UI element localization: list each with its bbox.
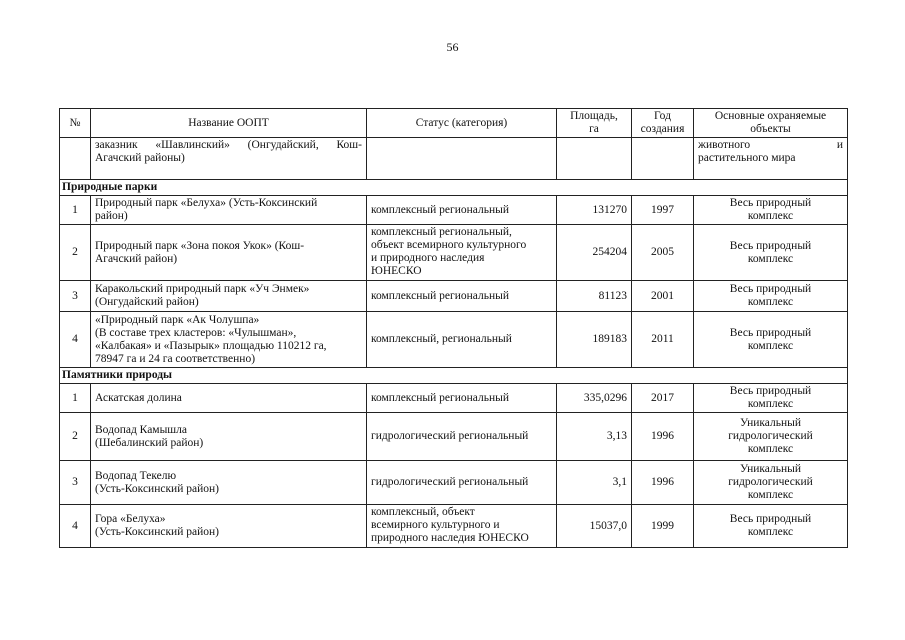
row-name-line: Агачский район) (95, 252, 178, 265)
row-name-line: Природный парк «Белуха» (Усть-Коксинский (95, 197, 318, 209)
row-objects-cell (694, 461, 848, 505)
row-name-line: Каракольский природный парк «Уч Энмек» (95, 283, 310, 295)
header-year-line2: создания (640, 123, 685, 135)
row-year-cell: 2011 (632, 312, 694, 368)
row-status-cell (367, 413, 557, 461)
row-area-cell: 254204 (557, 225, 632, 281)
header-row (60, 109, 848, 138)
row-objects-line: Весь природный (729, 283, 812, 295)
row-objects-line: гидрологический (728, 430, 813, 442)
row-objects-line: Весь природный (729, 239, 812, 252)
row-name-line: Природный парк «Зона покоя Укок» (Кош- (95, 239, 305, 252)
row-status-line: комплексный региональный (371, 289, 509, 302)
row-objects-cell (694, 413, 848, 461)
row-name-line: (Шебалинский район) (95, 436, 204, 449)
section-row (60, 368, 848, 384)
section-title: Природные парки (60, 180, 848, 196)
table-row (60, 413, 848, 461)
row-name-line: «Калбакая» и «Пазырык» площадью 110212 га, (95, 339, 327, 352)
row-status-line: комплексный региональный (371, 203, 509, 216)
row-name-cell (91, 281, 367, 312)
row-number-cell: 4 (60, 505, 91, 548)
row-status-line: комплексный, региональный (371, 333, 512, 345)
row-objects-line: Весь природный (729, 385, 812, 397)
continuation-name-line2: Агачский районы) (95, 152, 185, 164)
row-name-cell (91, 413, 367, 461)
row-objects-line: Уникальный (739, 417, 802, 429)
row-objects-line: комплекс (747, 443, 794, 455)
row-number-cell: 1 (60, 196, 91, 225)
row-status-line: гидрологический региональный (371, 430, 529, 442)
row-objects-line: комплекс (747, 296, 794, 308)
section-title: Памятники природы (60, 368, 848, 384)
row-objects-cell (694, 225, 848, 281)
header-area (557, 109, 632, 138)
header-num: № (60, 109, 91, 138)
row-status-line: ЮНЕСКО (371, 265, 422, 277)
row-name-line: Водопад Камышла (95, 423, 187, 436)
row-status-line: комплексный, объект (371, 506, 475, 518)
header-name: Название ООПТ (91, 109, 367, 138)
protected-areas-table (59, 108, 848, 548)
row-objects-cell (694, 384, 848, 413)
continuation-name-cell (91, 138, 367, 180)
continuation-objects-line2: растительного мира (698, 152, 796, 164)
row-objects-line: комплекс (747, 252, 794, 265)
row-objects-cell (694, 312, 848, 368)
row-objects-cell (694, 281, 848, 312)
row-name-line: 78947 га и 24 га соответственно) (95, 352, 256, 365)
row-status-cell (367, 461, 557, 505)
row-objects-line: Весь природный (729, 513, 812, 525)
row-objects-line: гидрологический (728, 476, 813, 488)
table-row (60, 281, 848, 312)
row-number-cell: 2 (60, 413, 91, 461)
row-name-cell (91, 461, 367, 505)
table-cell (60, 138, 91, 180)
row-status-cell (367, 225, 557, 281)
row-status-line: природного наследия ЮНЕСКО (371, 532, 529, 544)
row-objects-line: Уникальный (739, 463, 802, 475)
row-status-line: и природного наследия (371, 252, 485, 264)
table-cell (632, 138, 694, 180)
row-objects-cell (694, 196, 848, 225)
row-name-line: «Природный парк «Ак Чолушпа» (95, 313, 260, 326)
row-year-cell: 2001 (632, 281, 694, 312)
row-status-cell (367, 505, 557, 548)
header-status: Статус (категория) (367, 109, 557, 138)
row-objects-line: комплекс (747, 339, 794, 352)
row-name-line: Гора «Белуха» (95, 513, 166, 525)
continuation-row (60, 138, 848, 180)
row-number-cell: 1 (60, 384, 91, 413)
row-number-cell: 4 (60, 312, 91, 368)
row-objects-line: комплекс (747, 398, 794, 410)
row-year-cell: 1997 (632, 196, 694, 225)
row-objects-line: комплекс (747, 489, 794, 501)
row-name-line: район) (95, 210, 128, 222)
header-objects-line2: объекты (750, 123, 791, 135)
row-area-cell: 335,0296 (557, 384, 632, 413)
row-objects-line: комплекс (747, 526, 794, 538)
table-row (60, 312, 848, 368)
header-area-line2: га (589, 123, 599, 135)
row-status-line: объект всемирного культурного (371, 239, 527, 251)
row-name-line: (Онгудайский район) (95, 296, 199, 308)
row-name-line: (В составе трех кластеров: «Чулышман», (95, 326, 297, 339)
row-area-cell: 189183 (557, 312, 632, 368)
table-cell (557, 138, 632, 180)
row-objects-line: Весь природный (729, 326, 812, 339)
table-row (60, 225, 848, 281)
row-area-cell: 3,13 (557, 413, 632, 461)
row-status-cell (367, 384, 557, 413)
table-row (60, 505, 848, 548)
row-name-cell (91, 225, 367, 281)
row-status-line: комплексный региональный (371, 391, 509, 404)
header-year-line1: Год (654, 110, 671, 122)
header-objects (694, 109, 848, 138)
row-status-cell (367, 196, 557, 225)
section-row (60, 180, 848, 196)
row-name-line: (Усть-Коксинский район) (95, 526, 219, 538)
row-name-line: (Усть-Коксинский район) (95, 482, 219, 495)
row-objects-cell (694, 505, 848, 548)
row-status-line: гидрологический региональный (371, 476, 529, 488)
row-area-cell: 131270 (557, 196, 632, 225)
continuation-objects-line1: животного и (698, 139, 843, 151)
row-status-cell (367, 312, 557, 368)
continuation-name-line1: заказник «Шавлинский» (Онгудайский, Кош- (95, 139, 362, 151)
continuation-objects-cell (694, 138, 848, 180)
row-status-cell (367, 281, 557, 312)
row-number-cell: 3 (60, 461, 91, 505)
row-name-line: Аскатская долина (95, 391, 182, 404)
row-year-cell: 1996 (632, 413, 694, 461)
row-area-cell: 15037,0 (557, 505, 632, 548)
row-year-cell: 2005 (632, 225, 694, 281)
row-status-line: комплексный региональный, (371, 226, 512, 238)
row-name-cell (91, 384, 367, 413)
row-objects-line: комплекс (747, 210, 794, 222)
row-name-line: Водопад Текелю (95, 469, 177, 482)
row-area-cell: 3,1 (557, 461, 632, 505)
row-area-cell: 81123 (557, 281, 632, 312)
table-row (60, 461, 848, 505)
row-year-cell: 1996 (632, 461, 694, 505)
row-year-cell: 1999 (632, 505, 694, 548)
row-number-cell: 2 (60, 225, 91, 281)
table-row (60, 384, 848, 413)
row-objects-line: Весь природный (729, 197, 812, 209)
header-area-line1: Площадь, (570, 110, 618, 122)
header-objects-line1: Основные охраняемые (714, 110, 827, 122)
table-body (60, 138, 848, 548)
row-year-cell: 2017 (632, 384, 694, 413)
row-name-cell (91, 196, 367, 225)
row-status-line: всемирного культурного и (371, 519, 500, 531)
row-name-cell (91, 505, 367, 548)
table-row (60, 196, 848, 225)
row-name-cell (91, 312, 367, 368)
header-year (632, 109, 694, 138)
page-number: 56 (446, 40, 459, 54)
table-cell (367, 138, 557, 180)
row-number-cell: 3 (60, 281, 91, 312)
